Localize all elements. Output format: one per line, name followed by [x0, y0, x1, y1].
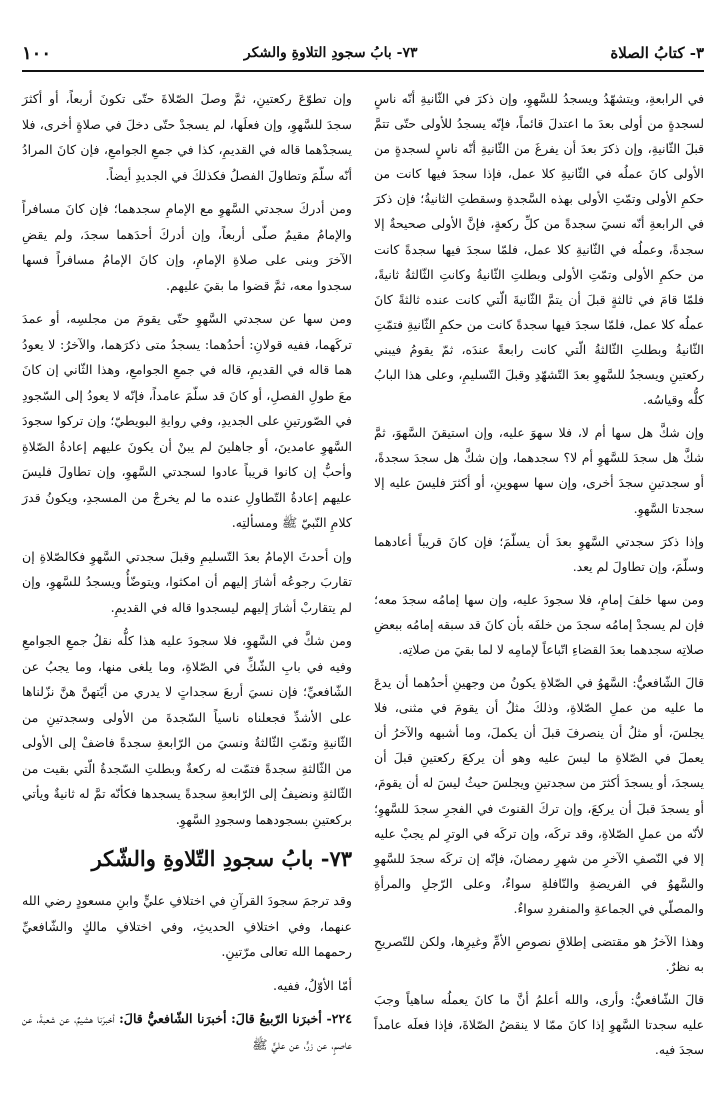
book-title: ٣- كتابُ الصلاة [610, 44, 704, 62]
hadith-chain: أخبرَنا هشيمٌ، عن شعبةَ، عن عاصمٍ، عن زرٍّ، عن عليٍّ ﷺ [22, 1011, 352, 1052]
paragraph: وإذا ذكرَ سجدتي السَّهوِ بعدَ أن يسلّمَ؛ فإن كانَ قريباً أعادهما وسلّمَ، وإن تطاولَ لم يعد. [374, 533, 704, 574]
paragraph: أمّا الأوّلُ، ففيه. [272, 977, 352, 993]
paragraph: وإن شكَّ هل سها أم لا، فلا سهوَ عليه، وإن استيقنَ السَّهوَ، ثمَّ شكَّ هل سجدَ للسَّهوِ أم لا؟ سجدهما، وإن شكَّ هل سجدَ سجدةً، أو سجدتينِ سجدَ أخرى، وإن سها سهوينِ، أو أكثرَ فليسَ عليه إلا سجدتا السَّهوِ. [374, 425, 704, 516]
section-heading: ٧٣- بابُ سجودِ التّلاوةِ والشّكر [91, 846, 352, 871]
hadith-number-head: ٢٢٤- أخبرَنا الرّبيعُ قالَ: أخبرَنا الشّافعيُّ قالَ: [119, 1011, 352, 1026]
paragraph: وهذا الآخرُ هو مقتضى إطلاقِ نصوصِ الأمِّ وغيرِها، ولكن للتّصريحِ به نظرٌ. [374, 934, 704, 975]
right-column [374, 86, 704, 1070]
paragraph: قالَ الشّافعيُّ: وأرى، والله أعلمُ أنَّ ما كانَ يعملُه ساهياً وجبَ عليه سجدتا السَّهوِ إذا كانَ ممّا لا ينقضُ الصّلاةَ، فإذا فعلَه عامداً سجدَ فيه. [374, 992, 704, 1058]
left-column [22, 86, 352, 1065]
paragraph: ومن شكَّ في السَّهوِ، فلا سجودَ عليه هذا كلُّه نقلُ جمعِ الجوامعِ وفيه في بابِ الشّكِّ في الصّلاةِ، وما يلغى منها، وما يجبُ عن الشّافعيِّ؛ فإن نسيَ أربعَ سجداتٍ لا يدري من أيّتهنَّ هنَّ نزّلناها على الأشدِّ فجعلناه ناسياً السّجدةَ من الأولى وسجدتينِ من الثّانيةِ وتمّتِ الثّالثةُ ونسيَ من الرّابعةِ سجدةً فاضفْ إلى الأولى من الثّالثةِ سجدةً فتمّت له ركعةٌ وبطلتِ السّجدةُ الّتي بقيت من الثّالثةِ ونضيفُ إلى الرّابعةِ سجدةً يسجدها فكأنّه تمَّ له ثانيةٌ ويأتي بركعتينِ بسجودهما وسجودِ السَّهوِ. [22, 633, 352, 827]
paragraph: ومن سها خلفَ إمامٍ، فلا سجودَ عليه، وإن سها إمامُه سجدَ معه؛ فإن لم يسجدْ إمامُه سجدَ من خلفَه بأن كانَ قد سبقه إمامُه ببعضِ صلاتِه سجدهما بعدَ القضاءِ اتّباعاً لإمامِه لا لما بقيَ من صلاتِه. [374, 591, 704, 657]
paragraph: وإن تطوّعَ ركعتينِ، ثمَّ وصلَ الصّلاةَ حتّى تكونَ أربعاً، أو أكثرَ سجدَ للسَّهوِ، وإن فعلَها، لم يسجدْ حتّى دخلَ في صلاةٍ أخرى، فلا يسجدْهما قاله في القديمِ، كذا في جمعِ الجوامعِ، فإن كانَ المرادُ أنّه سلّمَ وتطاولَ الفصلُ فكذلكَ في الجديدِ أيضاً. [22, 91, 352, 183]
paragraph: وإن أحدثَ الإمامُ بعدَ التّسليمِ وقبلَ سجدتي السَّهوِ فكالصّلاةِ إن تقاربَ رجوعُه أشارَ إليهم أن امكثوا، ويتوضّأُ ويسجدُ للسَّهوِ، وإن لم يتقاربْ أشارَ إليهم ليسجدوا قاله في القديمِ. [22, 548, 352, 615]
header-rule [22, 70, 704, 72]
page-header [22, 40, 704, 66]
paragraph: ومن سها عن سجدتي السَّهوِ حتّى يقومَ من مجلسِه، أو عمدَ تركَهما، ففيه قولانِ: أحدُهما: يسجدُ متى ذكرَهما، والآخرُ: لا يعودُ هما قاله في القديمِ، قاله في جمعِ الجوامعِ، وهذا الثّاني إن كانَ معَ طولِ الفصلِ، أو كانَ قد سلّمَ عامداً، فإنّه لا يعودُ إلى السّجودِ في الصّورتينِ على الجديدِ، وفي روايةِ البويطيّ؛ وإن تركوا سجودَ السَّهوِ عامدينَ، أو جاهلينَ لم يبنْ أن يكونَ عليهم إعادةُ الصّلاةِ وأحبُّ إن كانوا قريباً عادوا لسجدتي السَّهوِ، وإن تطاولَ فليسَ عليهم إعادةُ التّطاولِ عنده ما لم يخرجْ من المسجدِ، ويكونُ قدرَ كلامِ النّبيّ ﷺ ومسألتِه. [22, 311, 352, 530]
paragraph: وقد ترجمَ سجودَ القرآنِ في اختلافِ عليٍّ وابنِ مسعودٍ رضي الله عنهما، وفي اختلافِ الحديثِ، وفي اختلافِ مالكٍ والشّافعيِّ رحمهما الله تعالى مرّتينِ. [22, 893, 352, 959]
hadith-paragraph [22, 1006, 352, 1057]
chapter-running-title: ٧٣- بابُ سجودِ التلاوةِ والشكر [243, 45, 418, 61]
paragraph: قالَ الشّافعيُّ: السَّهوُ في الصّلاةِ يكونُ من وجهينِ أحدُهما أن يدعَ ما عليه من عملِ الصّلاةِ، وذلكَ مثلُ أن يقومَ في مثنى، فلا يجلسَ، أو مثلُ أن ينصرفَ قبلَ أن يكملَ، وما أشبهه والآخرُ أن يعملَ في الصّلاةِ ما ليسَ عليه وهو أن يركعَ ركعتينِ قبلَ أن يسجدَ، أو يسجدَ أكثرَ من سجدتينِ ويجلسَ حيثُ ليسَ له أن يقومَ، أو يسجدَ قبلَ أن يركعَ، وإن تركَ القنوتَ في الفجرِ سجدَ للسَّهوِ؛ لأنّه من عملِ الصّلاةِ، وقد تركَه، وإن تركَه في الوترِ لم يجبْ عليه إلا في النّصفِ الآخرِ من شهرِ رمضانَ، فإنّه إن تركَه سجدَ للسَّهوِ والسَّهوُ في الفريضةِ والنّافلةِ سواءٌ، وعلى الرّجلِ والمرأةِ والمصلّي في الجماعةِ والمنفردِ سواءٌ. [374, 675, 704, 916]
paragraph: في الرابعةِ، ويتشهّدُ ويسجدُ للسَّهوِ، وإن ذكرَ في الثّانيةِ أنّه ناسٍ لسجدةٍ من أولى بعدَ ما اعتدلَ قائماً، فإنّه يسجدُ للأولى حتّى تتمَّ قبلَ الثّانيةِ، وإن ذكرَ بعدَ أن يفرغَ من الثّانيةِ أنّه ناسٍ لسجدةٍ من الأولى كانَ عملُه في الثّانيةِ كلا عمل، فإذا سجدَ فيها كانت من حكمِ الأولى وتمّتِ الأولى بهذه السَّجدةِ وسقطتِ الثانيةُ؛ فإن ذكرَ في الرابعةِ أنّه نسيَ سجدةً من كلِّ ركعةٍ، فإنَّ الأولى صحيحةٌ إلا سجدةً، وعملُه في الثّانيةِ كلا عمل، فلمّا سجدَ فيها سجدةً كانت من حكمِ الأولى وتمّتِ الأولى وبطلتِ الثّانيةُ وكانتِ الثّالثةُ ثانيةً، فلمّا قامَ في ثالثةٍ قبلَ أن يتمَّ الثّانيةَ الّتي كانت عنده ثالثةً كانَ عملُه كلا عمل، فلمّا سجدَ فيها سجدةً كانت من حكمِ الثّانيةِ فتمّتِ الثّانيةُ وبطلتِ الثّالثةُ الّتي كانت رابعةً عندَه، ثمّ يقومُ فيبني ركعتينِ ويسجدُ للسَّهوِ بعدَ التّشهّدِ وقبلَ التّسليمِ، وعلى هذا البابُ كلُّه وقياسُه. [374, 91, 704, 408]
paragraph: ومن أدركَ سجدتي السَّهوِ مع الإمامِ سجدهما؛ فإن كانَ مسافراً والإمامُ مقيمٌ صلّى أربعاً، وإن أدركَ أحدَهما سجدَ، ولم يقضِ الآخرَ وبنى على صلاةِ الإمامِ، وإن كانَ الإمامُ مسافراً فسها سجدوا معه، ثمَّ قضوا ما بقيَ عليهم. [22, 201, 352, 293]
page-number: ١٠٠ [22, 42, 52, 64]
